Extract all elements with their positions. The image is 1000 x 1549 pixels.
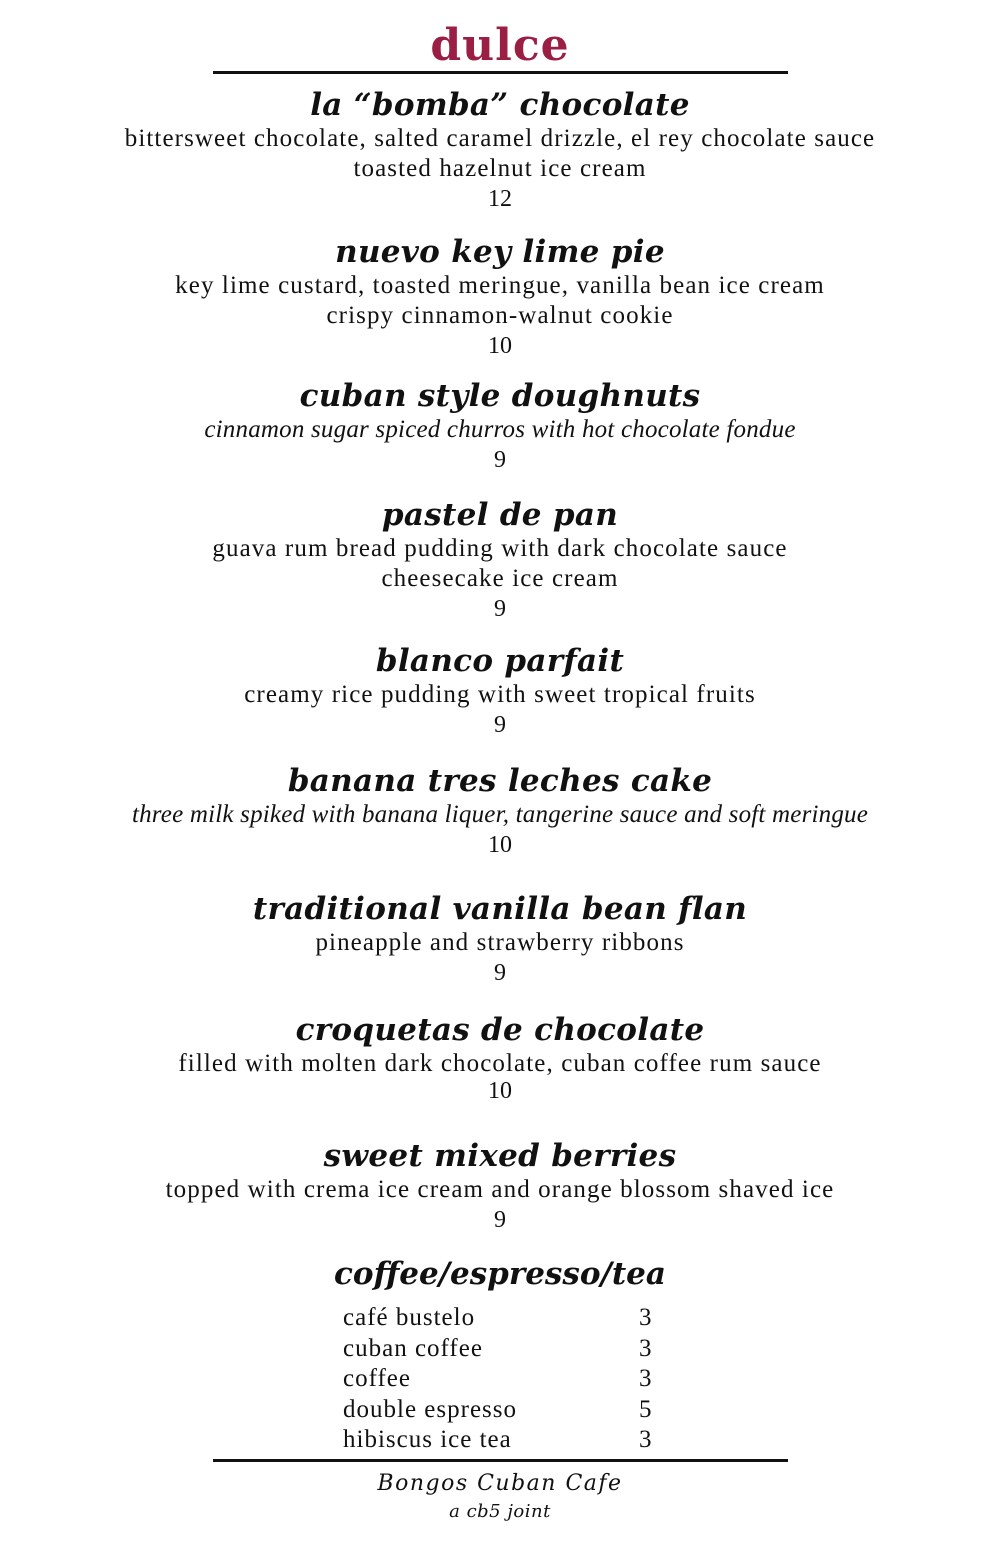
drink-price: 3: [639, 1426, 653, 1453]
drink-row: [343, 1303, 663, 1334]
menu-item: [20, 377, 980, 475]
item-price: 9: [494, 1207, 506, 1233]
item-price: 10: [488, 333, 512, 359]
item-name: cuban style doughnuts: [299, 378, 701, 414]
menu-title: dulce: [430, 20, 570, 71]
top-divider: [213, 71, 788, 74]
menu-item: [20, 642, 980, 740]
drink-name: coffee: [343, 1365, 411, 1392]
menu-item: [20, 496, 980, 624]
drink-price: 3: [639, 1304, 653, 1331]
drink-price: 3: [639, 1334, 653, 1362]
drink-row: [343, 1425, 663, 1456]
item-price: 9: [494, 596, 506, 622]
item-price: 12: [488, 186, 512, 212]
menu-item: [20, 762, 980, 860]
drink-name: hibiscus ice tea: [343, 1426, 512, 1453]
item-name: traditional vanilla bean flan: [252, 891, 748, 927]
item-description: three milk spiked with banana liquer, tangerine sauce and soft meringue: [131, 801, 869, 828]
item-name: pastel de pan: [381, 497, 619, 533]
drink-price: 3: [639, 1365, 653, 1392]
drink-row: [343, 1395, 663, 1426]
item-name: blanco parfait: [375, 643, 625, 679]
drink-name: cuban coffee: [343, 1334, 483, 1362]
item-name: croquetas de chocolate: [295, 1012, 705, 1048]
menu-item: [20, 1011, 980, 1103]
item-description: pineapple and strawberry ribbons: [315, 929, 685, 956]
item-description: creamy rice pudding with sweet tropical fruits: [244, 681, 756, 708]
item-price: 9: [494, 712, 506, 738]
drink-name: double espresso: [343, 1395, 517, 1423]
menu-item: [20, 233, 980, 361]
item-price: 10: [488, 1078, 512, 1104]
item-description: key lime custard, toasted meringue, vanilla bean ice cream: [175, 272, 825, 299]
menu-item: [20, 1137, 980, 1235]
footer-cafe-name: Bongos Cuban Cafe: [377, 1471, 623, 1496]
item-description: bittersweet chocolate, salted caramel drizzle, el rey chocolate sauce: [124, 125, 876, 152]
item-description: guava rum bread pudding with dark chocolate sauce: [212, 535, 788, 562]
item-description: cheesecake ice cream: [381, 565, 619, 592]
menu-item: [20, 890, 980, 988]
item-price: 9: [494, 960, 506, 986]
item-name: la “bomba” chocolate: [310, 87, 690, 123]
drink-row: [343, 1334, 663, 1365]
item-description: filled with molten dark chocolate, cuban coffee rum sauce: [178, 1050, 822, 1077]
item-name: sweet mixed berries: [323, 1138, 677, 1174]
drink-row: [343, 1364, 663, 1395]
item-price: 9: [494, 447, 506, 473]
item-description: topped with crema ice cream and orange blossom shaved ice: [165, 1176, 835, 1203]
item-price: 10: [488, 832, 512, 858]
bottom-divider: [213, 1459, 788, 1462]
item-description: cinnamon sugar spiced churros with hot chocolate fondue: [204, 416, 796, 443]
item-name: nuevo key lime pie: [335, 234, 665, 270]
item-description: toasted hazelnut ice cream: [353, 155, 647, 182]
drinks-list: [343, 1303, 663, 1456]
footer-tagline: a cb5 joint: [449, 1501, 551, 1522]
drink-price: 5: [639, 1395, 653, 1423]
item-name: banana tres leches cake: [287, 763, 713, 799]
drinks-heading: coffee/espresso/tea: [334, 1256, 666, 1292]
item-description: crispy cinnamon-walnut cookie: [326, 302, 674, 329]
drink-name: café bustelo: [343, 1304, 476, 1331]
menu-item: [20, 86, 980, 214]
